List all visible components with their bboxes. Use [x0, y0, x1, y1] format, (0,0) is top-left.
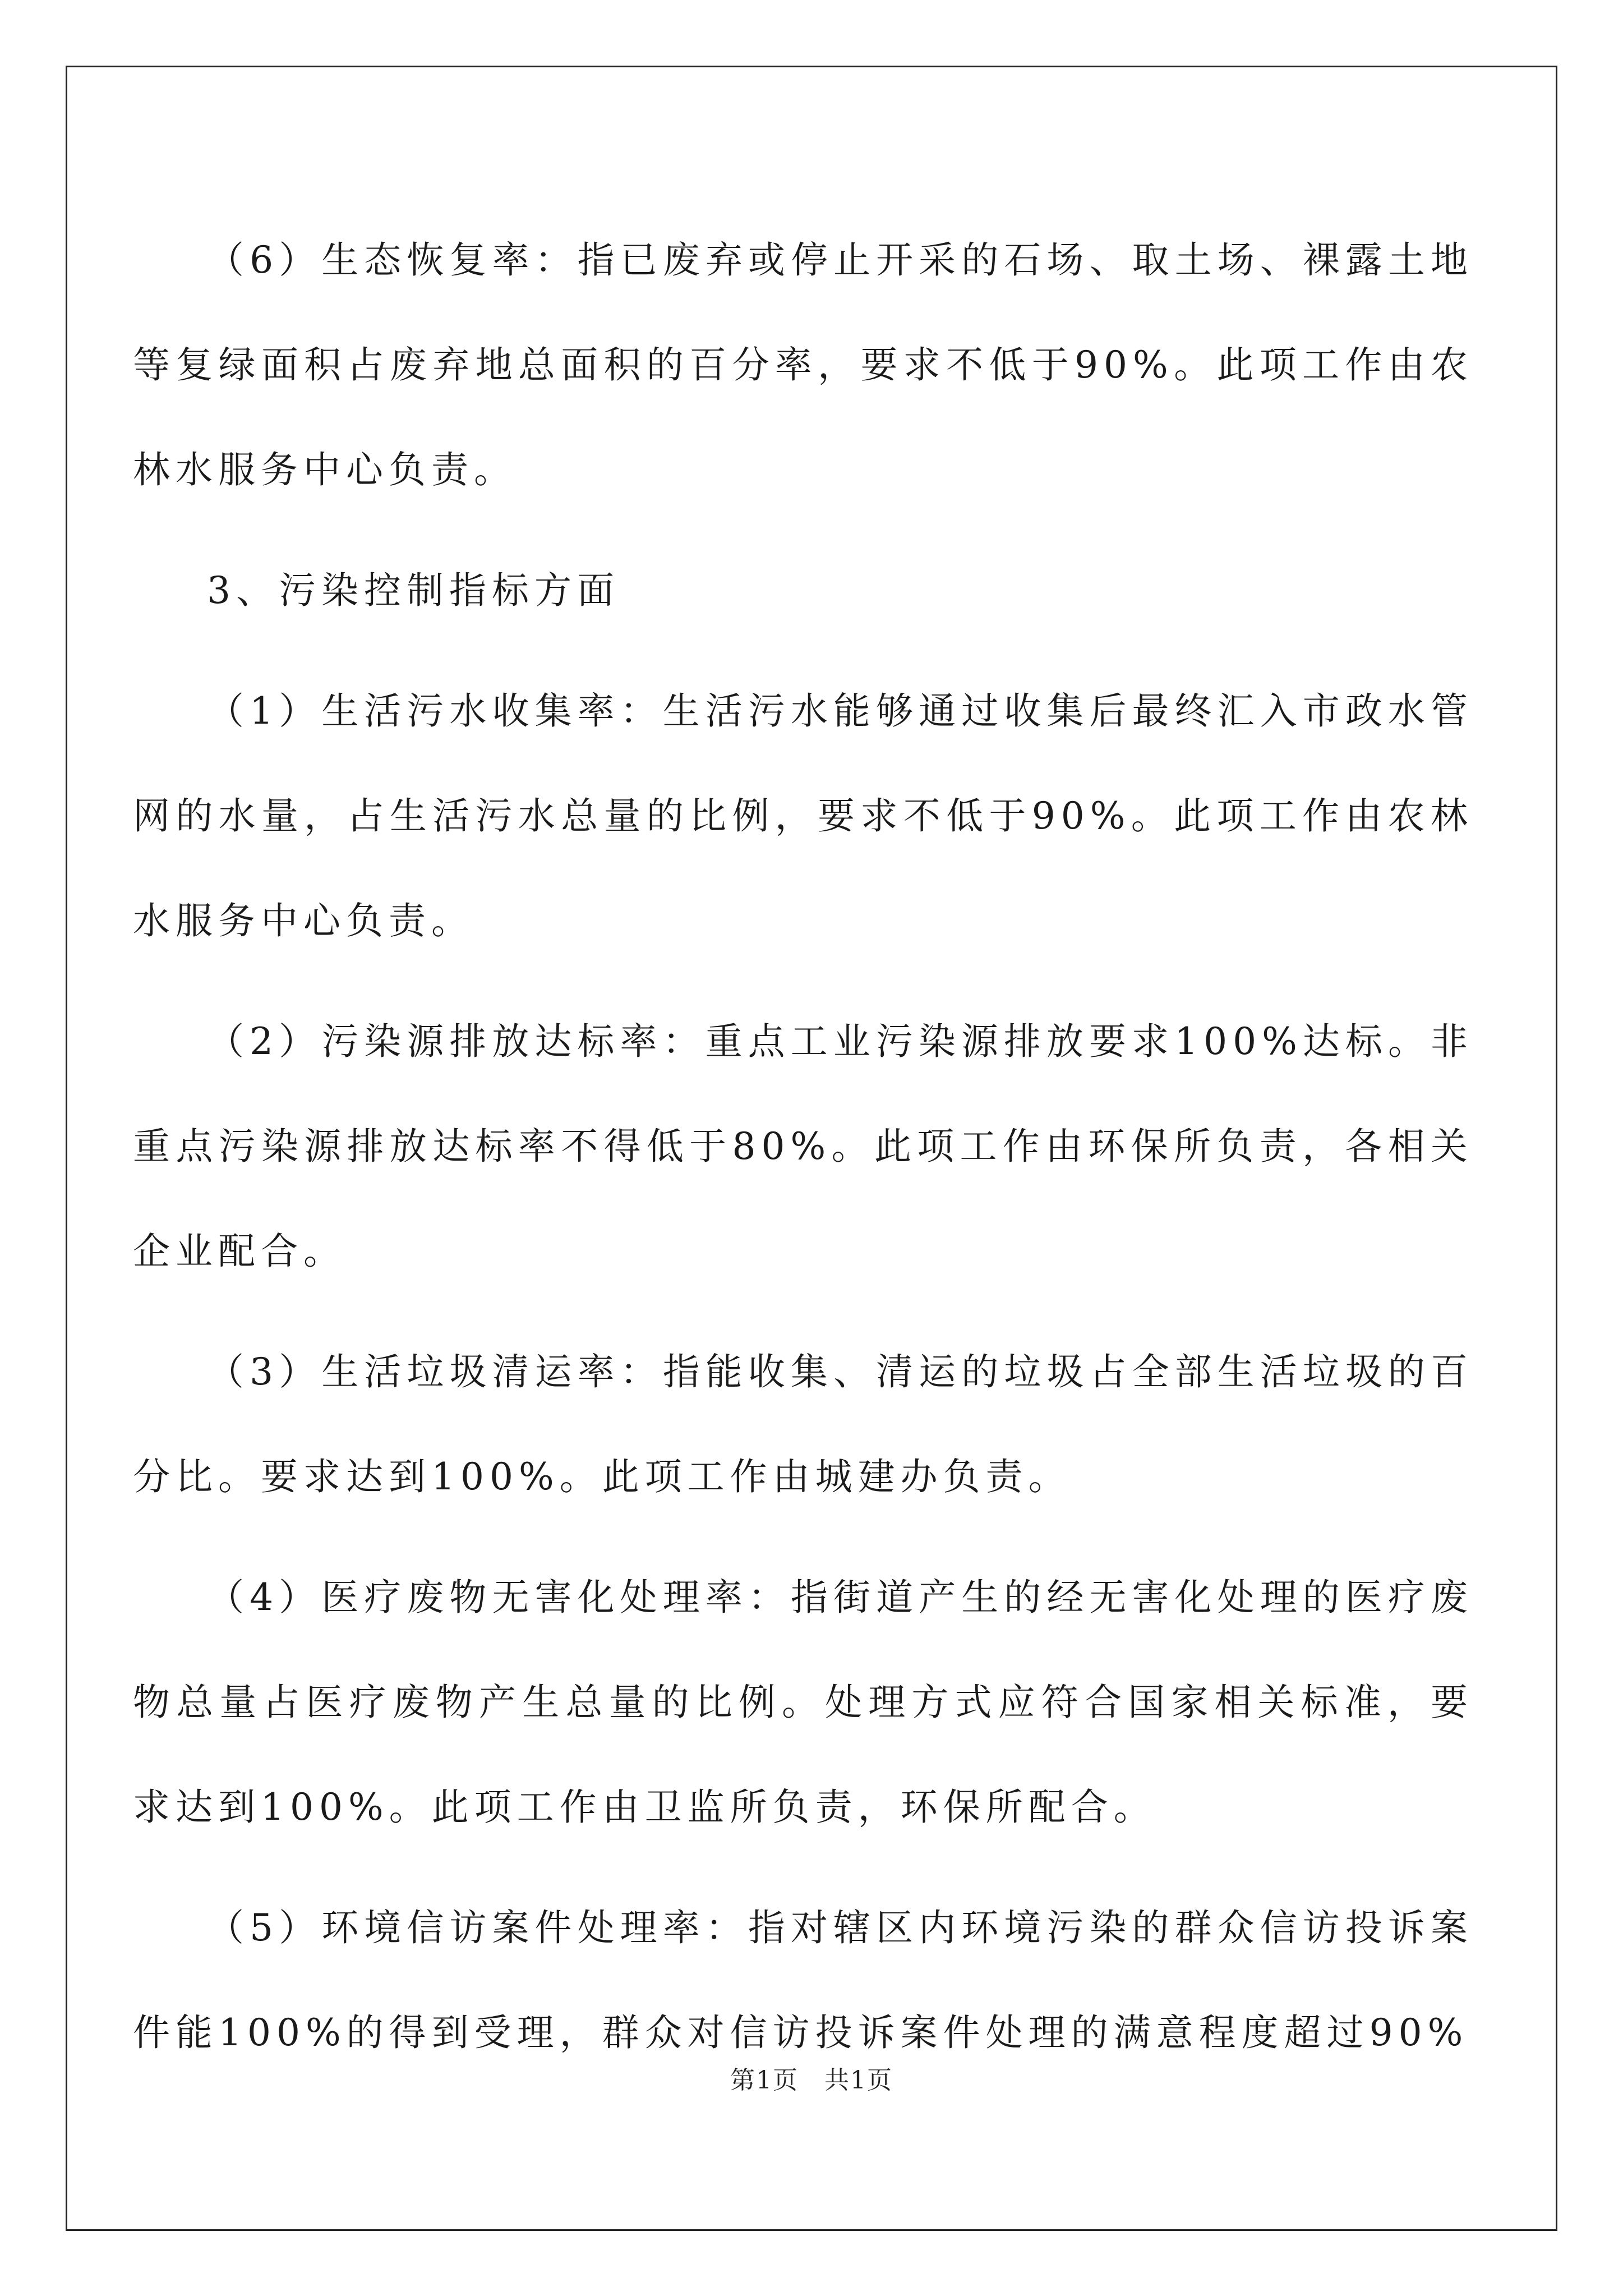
document-body: [133, 208, 1473, 2085]
paragraph-complaint-handling-rate: （5）环境信访案件处理率：指对辖区内环境污染的群众信访投诉案件能100%的得到受理，群众对信访投诉案件处理的满意程度超过90%: [133, 1906, 1473, 2054]
paragraph-sewage-collection-rate: （1）生活污水收集率：生活污水能够通过收集后最终汇入市政水管网的水量，占生活污水总量的比例，要求不低于90%。此项工作由农林水服务中心负责。: [133, 689, 1473, 942]
section-heading-pollution-control: 3、污染控制指标方面: [207, 569, 620, 612]
paragraph-garbage-clearance-rate: （3）生活垃圾清运率：指能收集、清运的垃圾占全部生活垃圾的百分比。要求达到100%。此项工作由城建办负责。: [133, 1350, 1473, 1498]
page-number: 第1页 共1页: [730, 2066, 893, 2095]
paragraph-emission-compliance-rate: （2）污染源排放达标率：重点工业污染源排放要求100%达标。非重点污染源排放达标率不得低于80%。此项工作由环保所负责，各相关企业配合。: [133, 1020, 1473, 1273]
paragraph-medical-waste-treatment-rate: （4）医疗废物无害化处理率：指街道产生的经无害化处理的医疗废物总量占医疗废物产生总量的比例。处理方式应符合国家相关标准，要求达到100%。此项工作由卫监所负责，环保所配合。: [133, 1576, 1473, 1829]
paragraph-ecological-restoration-rate: （6）生态恢复率：指已废弃或停止开采的石场、取土场、裸露土地等复绿面积占废弃地总面积的百分率，要求不低于90%。此项工作由农林水服务中心负责。: [133, 238, 1473, 491]
